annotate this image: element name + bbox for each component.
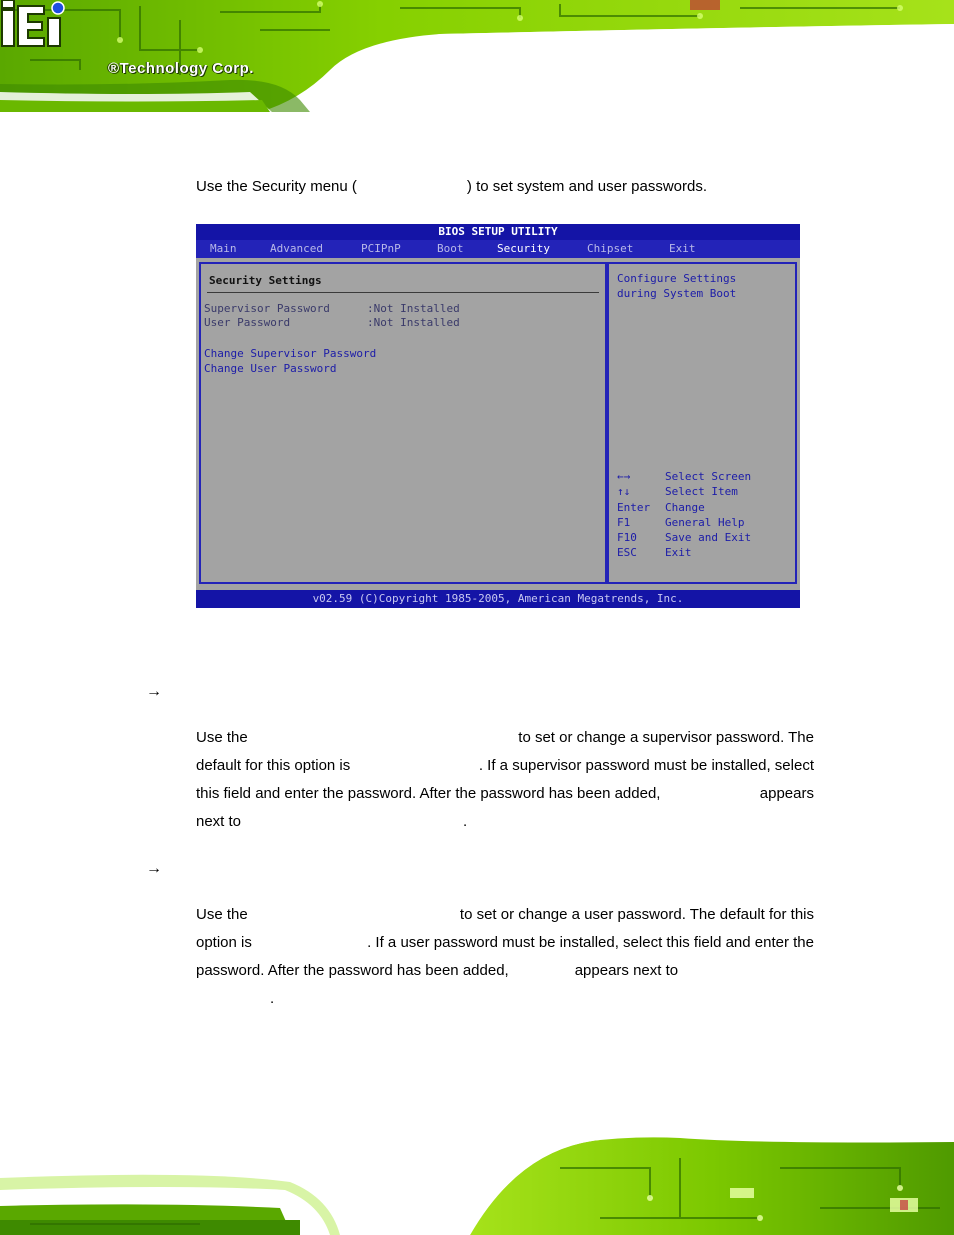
text-fragment: . xyxy=(270,990,275,1007)
paragraph-line xyxy=(196,957,814,985)
text-fragment: Use the xyxy=(196,729,248,746)
bios-status-label: User Password xyxy=(204,316,291,329)
bios-key-action: General Help xyxy=(665,516,745,529)
bios-help-text: during System Boot xyxy=(617,287,737,300)
text-fragment: next to xyxy=(196,813,242,830)
bios-menu-exit: Exit xyxy=(669,242,696,255)
text-fragment: appears xyxy=(759,785,814,802)
bios-key-action: Change xyxy=(665,501,705,514)
arrow-bullet-icon: → xyxy=(146,860,162,877)
text-fragment: Use the xyxy=(196,906,248,923)
bios-left-panel xyxy=(199,262,607,584)
text-fragment: . xyxy=(463,813,468,830)
paragraph-line xyxy=(196,780,814,808)
footer-banner xyxy=(0,1128,954,1235)
bios-help-text: Configure Settings xyxy=(617,272,737,285)
brand-name: ®Technology Corp. xyxy=(108,60,254,77)
bios-menu-pcipnp: PCIPnP xyxy=(361,242,401,255)
bios-key: ←→ xyxy=(617,470,631,483)
bios-menu-main: Main xyxy=(210,242,237,255)
paragraph-line xyxy=(196,808,814,836)
bios-copyright-bar: v02.59 (C)Copyright 1985-2005, American Megatrends, Inc. xyxy=(196,590,800,608)
bios-menu-security: Security xyxy=(497,242,550,255)
bios-status-value: :Not Installed xyxy=(367,302,460,315)
paragraph-line xyxy=(196,901,814,929)
text-fragment: default for this option is xyxy=(196,757,351,774)
bios-option-change-supervisor-password: Change Supervisor Password xyxy=(204,347,377,360)
circuit-board-footer-graphic xyxy=(0,1128,954,1235)
bios-key: F10 xyxy=(617,531,637,544)
bios-title: BIOS SETUP UTILITY xyxy=(196,224,800,240)
bios-key-action: Select Item xyxy=(665,485,738,498)
text-fragment: . If a supervisor password must be installed, select xyxy=(478,757,814,774)
bios-option-change-user-password: Change User Password xyxy=(204,362,337,375)
bios-key-action: Exit xyxy=(665,546,692,559)
bios-status-label: Supervisor Password xyxy=(204,302,330,315)
text-fragment: to set or change a user password. The default for this xyxy=(459,906,814,923)
intro-after: ) to set system and user passwords. xyxy=(466,178,708,195)
bios-section-title: Security Settings xyxy=(209,274,322,287)
paragraph-line xyxy=(196,985,814,1013)
text-fragment: to set or change a supervisor password. The xyxy=(518,729,814,746)
bios-right-panel xyxy=(607,262,797,584)
bios-security-screenshot xyxy=(196,224,800,608)
text-fragment: option is xyxy=(196,934,252,951)
text-fragment: appears next to xyxy=(574,962,679,979)
bios-key-action: Save and Exit xyxy=(665,531,752,544)
bios-key: F1 xyxy=(617,516,631,529)
arrow-bullet-icon: → xyxy=(146,683,162,700)
text-fragment: this field and enter the password. After the password has been added, xyxy=(196,785,661,802)
bios-menu-chipset: Chipset xyxy=(587,242,634,255)
user-password-paragraph xyxy=(196,901,814,1013)
iei-logo-icon xyxy=(0,0,66,48)
bios-key-action: Select Screen xyxy=(665,470,752,483)
bios-status-value: :Not Installed xyxy=(367,316,460,329)
paragraph-line xyxy=(196,724,814,752)
text-fragment: password. After the password has been added, xyxy=(196,962,509,979)
text-fragment: . If a user password must be installed, select this field and enter the xyxy=(367,934,814,951)
supervisor-password-paragraph xyxy=(196,724,814,836)
header-banner xyxy=(0,0,954,112)
intro-text xyxy=(196,173,707,201)
paragraph-line xyxy=(196,752,814,780)
bios-key: Enter xyxy=(617,501,651,514)
bios-menu-boot: Boot xyxy=(437,242,464,255)
bios-key: ESC xyxy=(617,546,637,559)
bios-key: ↑↓ xyxy=(617,485,631,498)
bios-menu-advanced: Advanced xyxy=(270,242,323,255)
paragraph-line xyxy=(196,929,814,957)
circuit-board-header-graphic xyxy=(0,0,954,112)
bios-section-divider xyxy=(207,292,599,293)
intro-before: Use the Security menu ( xyxy=(196,178,357,195)
bios-menu-bar xyxy=(196,240,800,258)
